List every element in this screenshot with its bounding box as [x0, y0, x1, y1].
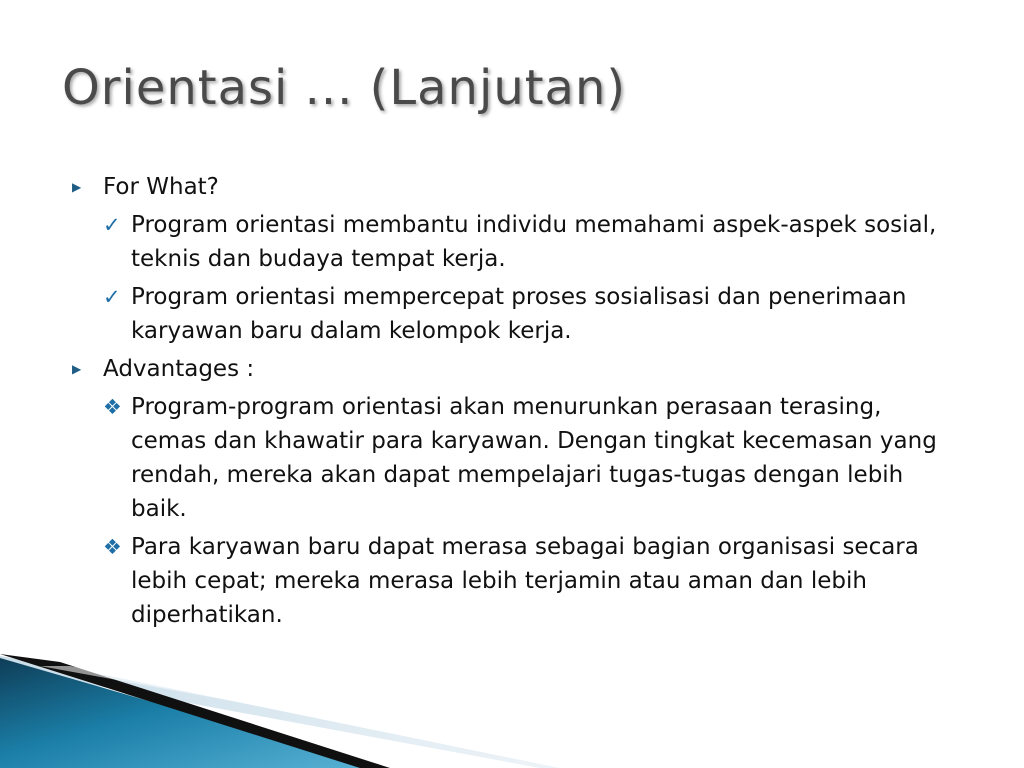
section-heading-text: For What? — [103, 174, 219, 200]
list-item-text: Program orientasi membantu individu memahami aspek-aspek sosial, teknis dan budaya tempat kerja. — [131, 212, 937, 272]
list-item — [103, 208, 972, 276]
section-heading-text: Advantages : — [103, 356, 255, 382]
section-heading — [72, 170, 972, 204]
check-mark-icon: ✓ — [103, 213, 121, 237]
decorative-wave-graphic — [0, 638, 1024, 768]
list-item — [103, 280, 972, 348]
diamond-bullet-icon: ❖ — [103, 395, 122, 419]
slide-body — [72, 170, 972, 636]
slide-title: Orientasi ... (Lanjutan) — [62, 60, 627, 116]
list-item — [103, 390, 972, 526]
section-heading — [72, 352, 972, 386]
triangle-bullet-icon: ▶ — [72, 362, 82, 376]
list-item-text: Program orientasi mempercepat proses sosialisasi dan penerimaan karyawan baru dalam kelompok kerja. — [131, 284, 907, 344]
diamond-bullet-icon: ❖ — [103, 535, 122, 559]
check-mark-icon: ✓ — [103, 285, 121, 309]
list-item-text: Para karyawan baru dapat merasa sebagai bagian organisasi secara lebih cepat; mereka merasa lebih terjamin atau aman dan lebih diperhatikan. — [131, 534, 919, 628]
list-item-text: Program-program orientasi akan menurunkan perasaan terasing, cemas dan khawatir para karyawan. Dengan tingkat kecemasan yang rendah, mereka akan dapat mempelajari tugas-tugas dengan lebih baik. — [131, 394, 937, 522]
list-item — [103, 530, 972, 632]
triangle-bullet-icon: ▶ — [72, 180, 82, 194]
